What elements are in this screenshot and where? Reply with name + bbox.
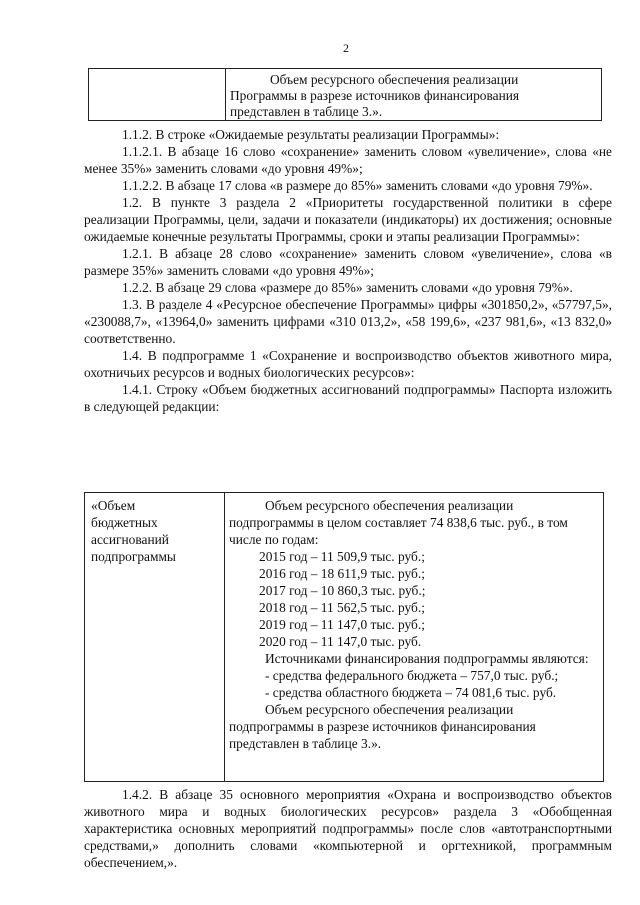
paragraph: 1.1.2. В строке «Ожидаемые результаты реализации Программы»: bbox=[122, 127, 500, 142]
year-line: 2017 год – 10 860,3 тыс. руб.; bbox=[259, 583, 426, 598]
source-line: - средства областного бюджета – 74 081,6 тыс. руб. bbox=[265, 685, 557, 700]
page-number: 2 bbox=[343, 41, 349, 55]
document-body-continued bbox=[84, 786, 612, 871]
year-line: 2015 год – 11 509,9 тыс. руб.; bbox=[259, 549, 425, 564]
year-line: 2020 год – 11 147,0 тыс. руб. bbox=[259, 634, 422, 649]
paragraph: 1.4.1. Строку «Объем бюджетных ассигнований подпрограммы» Паспорта изложить в следующей редакции: bbox=[84, 382, 612, 414]
budget-closing: Объем ресурсного обеспечения реализации подпрограммы в разрезе источников финансирования представлен в таблице 3.». bbox=[229, 702, 536, 751]
paragraph: 1.1.2.1. В абзаце 16 слово «сохранение» заменить словом «увеличение», слова «не менее 35%» заменить словами «до уровня 49%»; bbox=[84, 144, 612, 176]
year-line: 2016 год – 18 611,9 тыс. руб.; bbox=[259, 566, 425, 581]
paragraph: 1.2.1. В абзаце 28 слово «сохранение» заменить словом «увеличение», слова «в размере 35%» заменить словами «до уровня 49%»; bbox=[84, 246, 612, 278]
budget-intro: Объем ресурсного обеспечения реализации подпрограммы в целом составляет 74 838,6 тыс. руб., в том числе по годам: bbox=[229, 498, 568, 547]
paragraph: 1.2.2. В абзаце 29 слова «размере до 85%» заменить словами «до уровня 79%». bbox=[122, 280, 573, 295]
paragraph: 1.1.2.2. В абзаце 17 слова «в размере до 85%» заменить словами «до уровня 79%». bbox=[122, 178, 593, 193]
paragraph: 1.4. В подпрограмме 1 «Сохранение и воспроизводство объектов животного мира, охотничьих ресурсов и водных биологических ресурсов»: bbox=[84, 348, 612, 380]
sources-intro: Источниками финансирования подпрограммы являются: bbox=[265, 651, 589, 666]
table-cell-empty bbox=[89, 69, 226, 120]
year-line: 2019 год – 11 147,0 тыс. руб.; bbox=[259, 617, 425, 632]
budget-table-heading bbox=[85, 493, 225, 781]
heading-line: ассигнований bbox=[91, 532, 169, 547]
document-body bbox=[84, 126, 612, 415]
heading-line: подпрограммы bbox=[91, 549, 176, 564]
paragraph: 1.4.2. В абзаце 35 основного мероприятия «Охрана и воспроизводство объектов животного мира и водных биологических ресурсов» раздела 3 «Обобщенная характеристика основных мероприятий подпрограммы» после слов «автотранспортными средствами,» дополнить словами «компьютерной и оргтехникой, программным обеспечением,». bbox=[84, 787, 612, 870]
table-line: Программы в разрезе источников финансирования bbox=[230, 88, 520, 103]
source-line: - средства федерального бюджета – 757,0 тыс. руб.; bbox=[265, 668, 559, 683]
heading-line: «Объем bbox=[91, 498, 136, 513]
continued-table bbox=[88, 68, 602, 121]
table-cell-text bbox=[226, 69, 601, 120]
table-line: представлен в таблице 3.». bbox=[230, 104, 383, 119]
year-line: 2018 год – 11 562,5 тыс. руб.; bbox=[259, 600, 425, 615]
table-line: Объем ресурсного обеспечения реализации bbox=[270, 72, 519, 87]
budget-table bbox=[84, 492, 604, 782]
heading-line: бюджетных bbox=[91, 515, 158, 530]
paragraph: 1.2. В пункте 3 раздела 2 «Приоритеты государственной политики в сфере реализации Программы, цели, задачи и показатели (индикаторы) их достижения; основные ожидаемые конечные результаты Программы, сроки и этапы реализации Программы»: bbox=[84, 195, 612, 244]
paragraph: 1.3. В разделе 4 «Ресурсное обеспечение Программы» цифры «301850,2», «57797,5», «230088,7», «13964,0» заменить цифрами «310 013,2», «58 199,6», «237 981,6», «13 832,0» соответственно. bbox=[84, 297, 612, 346]
budget-table-content bbox=[225, 493, 603, 781]
